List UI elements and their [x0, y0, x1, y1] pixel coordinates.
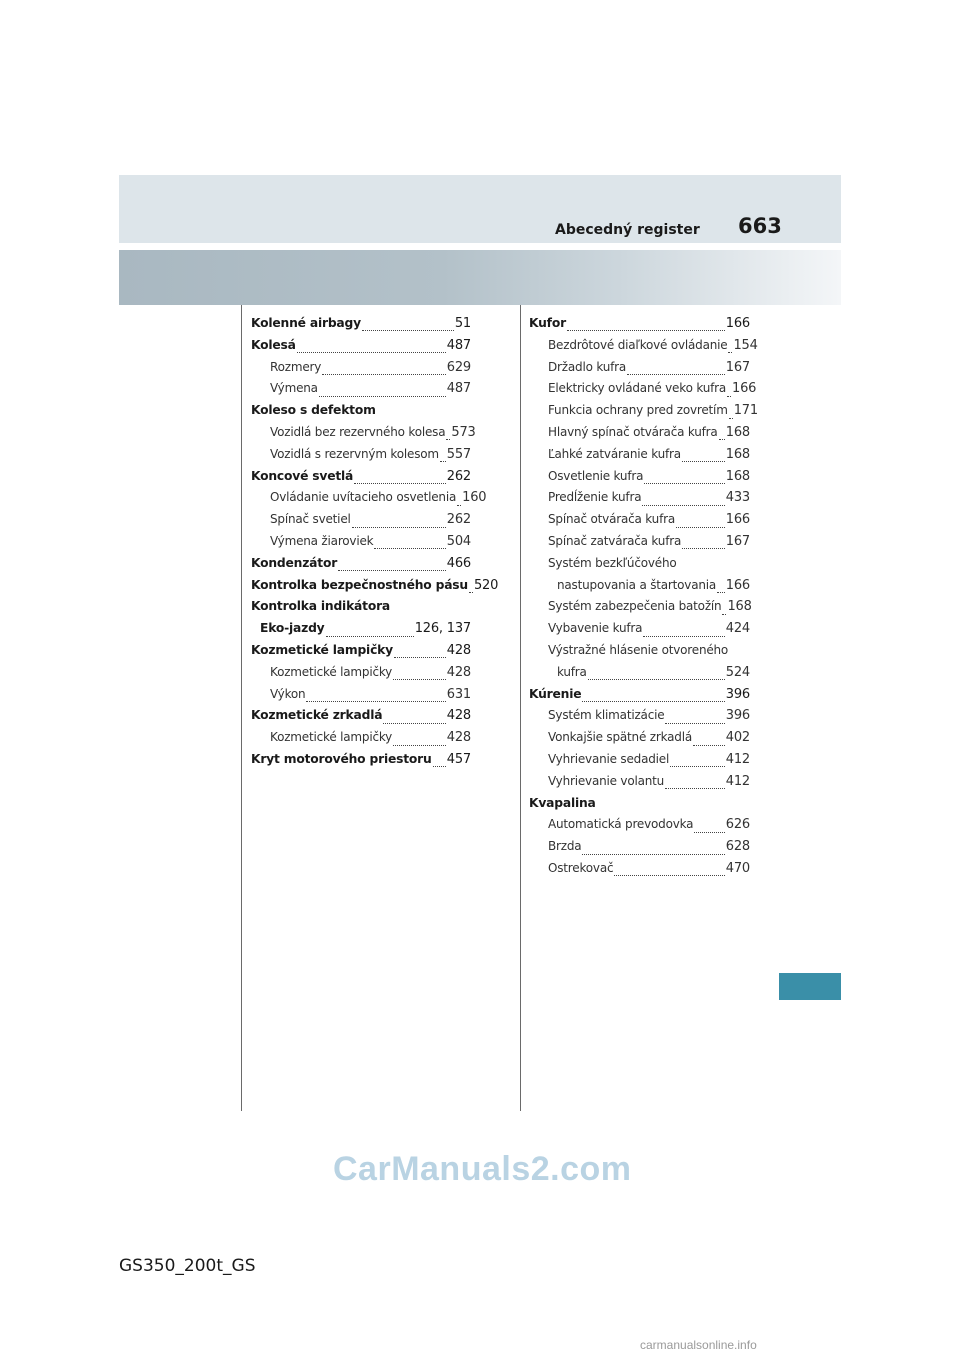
index-term: Kontrolka indikátora — [251, 599, 391, 614]
index-entry — [529, 381, 757, 403]
index-entry — [529, 490, 750, 512]
leader-dots — [319, 396, 446, 397]
leader-dots — [306, 701, 445, 702]
leader-dots — [393, 679, 446, 680]
index-entry — [529, 687, 750, 709]
index-entry — [251, 708, 471, 730]
index-page-ref: 428 — [446, 664, 471, 680]
leader-dots — [642, 505, 724, 506]
index-term: Automatická prevodovka — [548, 817, 694, 832]
index-page-ref: 168 — [725, 468, 750, 484]
index-page-ref: 154 — [733, 337, 758, 353]
index-entry — [529, 730, 750, 752]
index-term: Systém zabezpečenia batožín — [548, 599, 722, 614]
leader-dots — [614, 875, 724, 876]
leader-dots — [440, 461, 446, 462]
index-page-ref: 166 — [725, 577, 750, 593]
index-page-ref: 171 — [733, 403, 758, 419]
index-term: Kufor — [529, 316, 566, 330]
index-term: Spínač zatvárača kufra — [548, 533, 682, 548]
leader-dots — [394, 657, 446, 658]
leader-dots — [665, 788, 725, 789]
leader-dots — [665, 723, 724, 724]
header-gradient-bar — [119, 250, 841, 305]
leader-dots — [694, 832, 724, 833]
index-entry — [529, 316, 750, 338]
index-page-ref: 126, 137 — [414, 621, 471, 637]
index-entry — [251, 665, 471, 687]
index-page-ref: 402 — [725, 730, 750, 746]
index-term: Osvetlenie kufra — [548, 468, 644, 483]
index-page-ref: 168 — [727, 599, 752, 615]
right-column-rule — [520, 305, 521, 1111]
index-term: Spínač otvárača kufra — [548, 512, 675, 527]
index-page-ref: 520 — [473, 577, 499, 593]
index-entry — [529, 403, 758, 425]
index-entry — [251, 643, 471, 665]
index-term: Držadlo kufra — [548, 359, 627, 374]
index-entry — [529, 578, 750, 600]
footer-model-code: GS350_200t_GS — [119, 1256, 256, 1276]
index-page-ref: 167 — [725, 533, 750, 549]
index-term: Kozmetické zrkadlá — [251, 708, 383, 723]
index-term: Vyhrievanie volantu — [548, 773, 665, 788]
index-term: Brzda — [548, 839, 582, 854]
index-entry — [251, 577, 499, 600]
leader-dots — [627, 374, 725, 375]
index-entry — [529, 534, 750, 556]
leader-dots — [582, 854, 724, 855]
chapter-tab — [779, 973, 841, 1000]
index-term: Výstražné hlásenie otvoreného — [548, 642, 729, 657]
index-page-ref: 166 — [725, 512, 750, 528]
index-entry — [529, 512, 750, 534]
index-term: Rozmery — [270, 359, 322, 374]
leader-dots — [567, 330, 725, 331]
index-page-ref: 628 — [725, 839, 750, 855]
leader-dots — [727, 396, 731, 397]
index-entry — [529, 752, 750, 774]
index-term: Kondenzátor — [251, 555, 338, 570]
index-page-ref: 412 — [725, 773, 750, 789]
index-page-ref: 573 — [451, 424, 476, 440]
index-term: Eko-jazdy — [260, 621, 325, 636]
leader-dots — [322, 374, 446, 375]
index-term: Kolenné airbagy — [251, 316, 361, 330]
index-page-ref: 457 — [446, 751, 471, 767]
index-term: Ovládanie uvítacieho osvetlenia — [270, 490, 457, 505]
index-page-ref: 396 — [725, 686, 750, 702]
leader-dots — [469, 592, 473, 593]
index-entry — [529, 708, 750, 730]
index-entry — [529, 774, 750, 796]
index-term: Predĺženie kufra — [548, 490, 642, 505]
index-page-ref: 168 — [725, 424, 750, 440]
index-entry — [529, 665, 750, 687]
index-entry — [251, 599, 471, 621]
index-entry — [529, 861, 750, 883]
index-term: Výkon — [270, 686, 306, 701]
index-entry — [251, 424, 476, 447]
bottom-watermark: carmanualsonline.info — [640, 1338, 757, 1352]
index-entry — [529, 556, 750, 578]
index-term: Kozmetické lampičky — [270, 730, 393, 745]
index-term: Vonkajšie spätné zrkadlá — [548, 730, 692, 745]
index-term: Funkcia ochrany pred zovretím — [548, 403, 728, 418]
leader-dots — [588, 679, 725, 680]
index-entry — [529, 796, 750, 818]
index-entry — [251, 490, 487, 512]
index-term: Spínač svetiel — [270, 512, 351, 527]
leader-dots — [722, 614, 726, 615]
index-term: Kolesá — [251, 337, 296, 352]
index-term: Systém klimatizácie — [548, 708, 665, 723]
index-entry — [529, 425, 750, 447]
leader-dots — [446, 439, 450, 440]
index-entry — [529, 469, 750, 491]
index-term: nastupovania a štartovania — [557, 577, 717, 592]
index-term: Kozmetické lampičky — [251, 642, 393, 657]
index-entry — [251, 469, 471, 491]
index-term: Koncové svetlá — [251, 468, 354, 483]
index-page-ref: 168 — [725, 446, 750, 462]
leader-dots — [374, 548, 445, 549]
index-page-ref: 470 — [725, 860, 750, 876]
index-entry — [251, 316, 471, 338]
index-page-ref: 487 — [446, 381, 471, 397]
index-term: Hlavný spínač otvárača kufra — [548, 424, 718, 439]
leader-dots — [582, 701, 724, 702]
leader-dots — [643, 636, 725, 637]
index-column-left — [251, 316, 499, 774]
index-term: kufra — [557, 664, 587, 679]
leader-dots — [352, 527, 446, 528]
leader-dots — [297, 352, 446, 353]
leader-dots — [383, 723, 445, 724]
index-page-ref: 557 — [446, 446, 471, 462]
leader-dots — [728, 352, 732, 353]
index-page-ref: 424 — [725, 621, 750, 637]
index-entry — [529, 643, 750, 665]
index-page-ref: 428 — [446, 642, 471, 658]
index-entry — [251, 556, 471, 578]
index-page-ref: 51 — [454, 316, 471, 331]
index-page-ref: 524 — [725, 664, 750, 680]
leader-dots — [719, 439, 725, 440]
leader-dots — [717, 592, 725, 593]
index-page-ref: 160 — [462, 490, 487, 506]
index-term: Ostrekovač — [548, 860, 614, 875]
index-entry — [251, 621, 471, 643]
index-page-ref: 626 — [725, 817, 750, 833]
leader-dots — [670, 766, 725, 767]
leader-dots — [433, 766, 446, 767]
index-page-ref: 396 — [725, 708, 750, 724]
index-term: Kúrenie — [529, 686, 582, 701]
index-entry — [529, 599, 750, 621]
index-page-ref: 167 — [725, 359, 750, 375]
index-entry — [251, 447, 471, 469]
index-term: Kryt motorového priestoru — [251, 751, 432, 766]
leader-dots — [457, 505, 461, 506]
index-page-ref: 166 — [732, 381, 757, 397]
index-entry — [251, 687, 471, 709]
index-entry — [251, 752, 471, 774]
leader-dots — [338, 570, 446, 571]
index-page-ref: 166 — [725, 316, 750, 331]
leader-dots — [326, 636, 414, 637]
leader-dots — [682, 461, 725, 462]
page-title: Abecedný register — [555, 222, 700, 238]
header-band — [119, 175, 841, 243]
index-term: Výmena žiaroviek — [270, 533, 374, 548]
index-term: Vybavenie kufra — [548, 621, 643, 636]
left-column-rule — [241, 305, 242, 1111]
index-entry — [529, 839, 750, 861]
index-entry — [251, 512, 471, 534]
index-entry — [251, 381, 471, 403]
index-term: Ľahké zatváranie kufra — [548, 446, 681, 461]
index-entry — [251, 534, 471, 556]
index-page-ref: 262 — [446, 468, 471, 484]
index-page-ref: 433 — [725, 490, 750, 506]
leader-dots — [354, 483, 446, 484]
page-number: 663 — [738, 214, 782, 238]
index-entry — [251, 338, 471, 360]
index-page-ref: 466 — [446, 555, 471, 571]
index-term: Kvapalina — [529, 795, 596, 810]
index-column-right — [529, 316, 758, 883]
index-page-ref: 504 — [446, 533, 471, 549]
index-entry — [251, 360, 471, 382]
leader-dots — [676, 527, 725, 528]
index-entry — [529, 447, 750, 469]
index-term: Elektricky ovládané veko kufra — [548, 381, 727, 396]
index-entry — [529, 817, 750, 839]
leader-dots — [362, 330, 454, 331]
index-term: Bezdrôtové diaľkové ovládanie — [548, 337, 728, 352]
leader-dots — [644, 483, 725, 484]
leader-dots — [729, 418, 733, 419]
index-entry — [251, 403, 471, 425]
leader-dots — [682, 548, 725, 549]
index-page-ref: 629 — [446, 359, 471, 375]
index-entry — [529, 621, 750, 643]
leader-dots — [393, 745, 446, 746]
index-term: Vyhrievanie sedadiel — [548, 751, 670, 766]
index-entry — [529, 337, 758, 360]
index-page-ref: 262 — [446, 512, 471, 528]
index-page-ref: 412 — [725, 751, 750, 767]
index-page-ref: 428 — [446, 730, 471, 746]
index-term: Vozidlá s rezervným kolesom — [270, 446, 439, 461]
index-term: Vozidlá bez rezervného kolesa — [270, 424, 446, 439]
index-entry — [251, 730, 471, 752]
index-entry — [529, 360, 750, 382]
index-term: Koleso s defektom — [251, 403, 376, 418]
index-page-ref: 487 — [446, 337, 471, 353]
watermark-logo: CarManuals2.com — [333, 1150, 632, 1188]
index-page-ref: 631 — [446, 686, 471, 702]
index-term: Výmena — [270, 381, 318, 396]
index-term: Systém bezkľúčového — [548, 555, 677, 570]
index-page-ref: 428 — [446, 708, 471, 724]
index-term: Kozmetické lampičky — [270, 664, 393, 679]
index-term: Kontrolka bezpečnostného pásu — [251, 577, 468, 592]
leader-dots — [693, 745, 725, 746]
